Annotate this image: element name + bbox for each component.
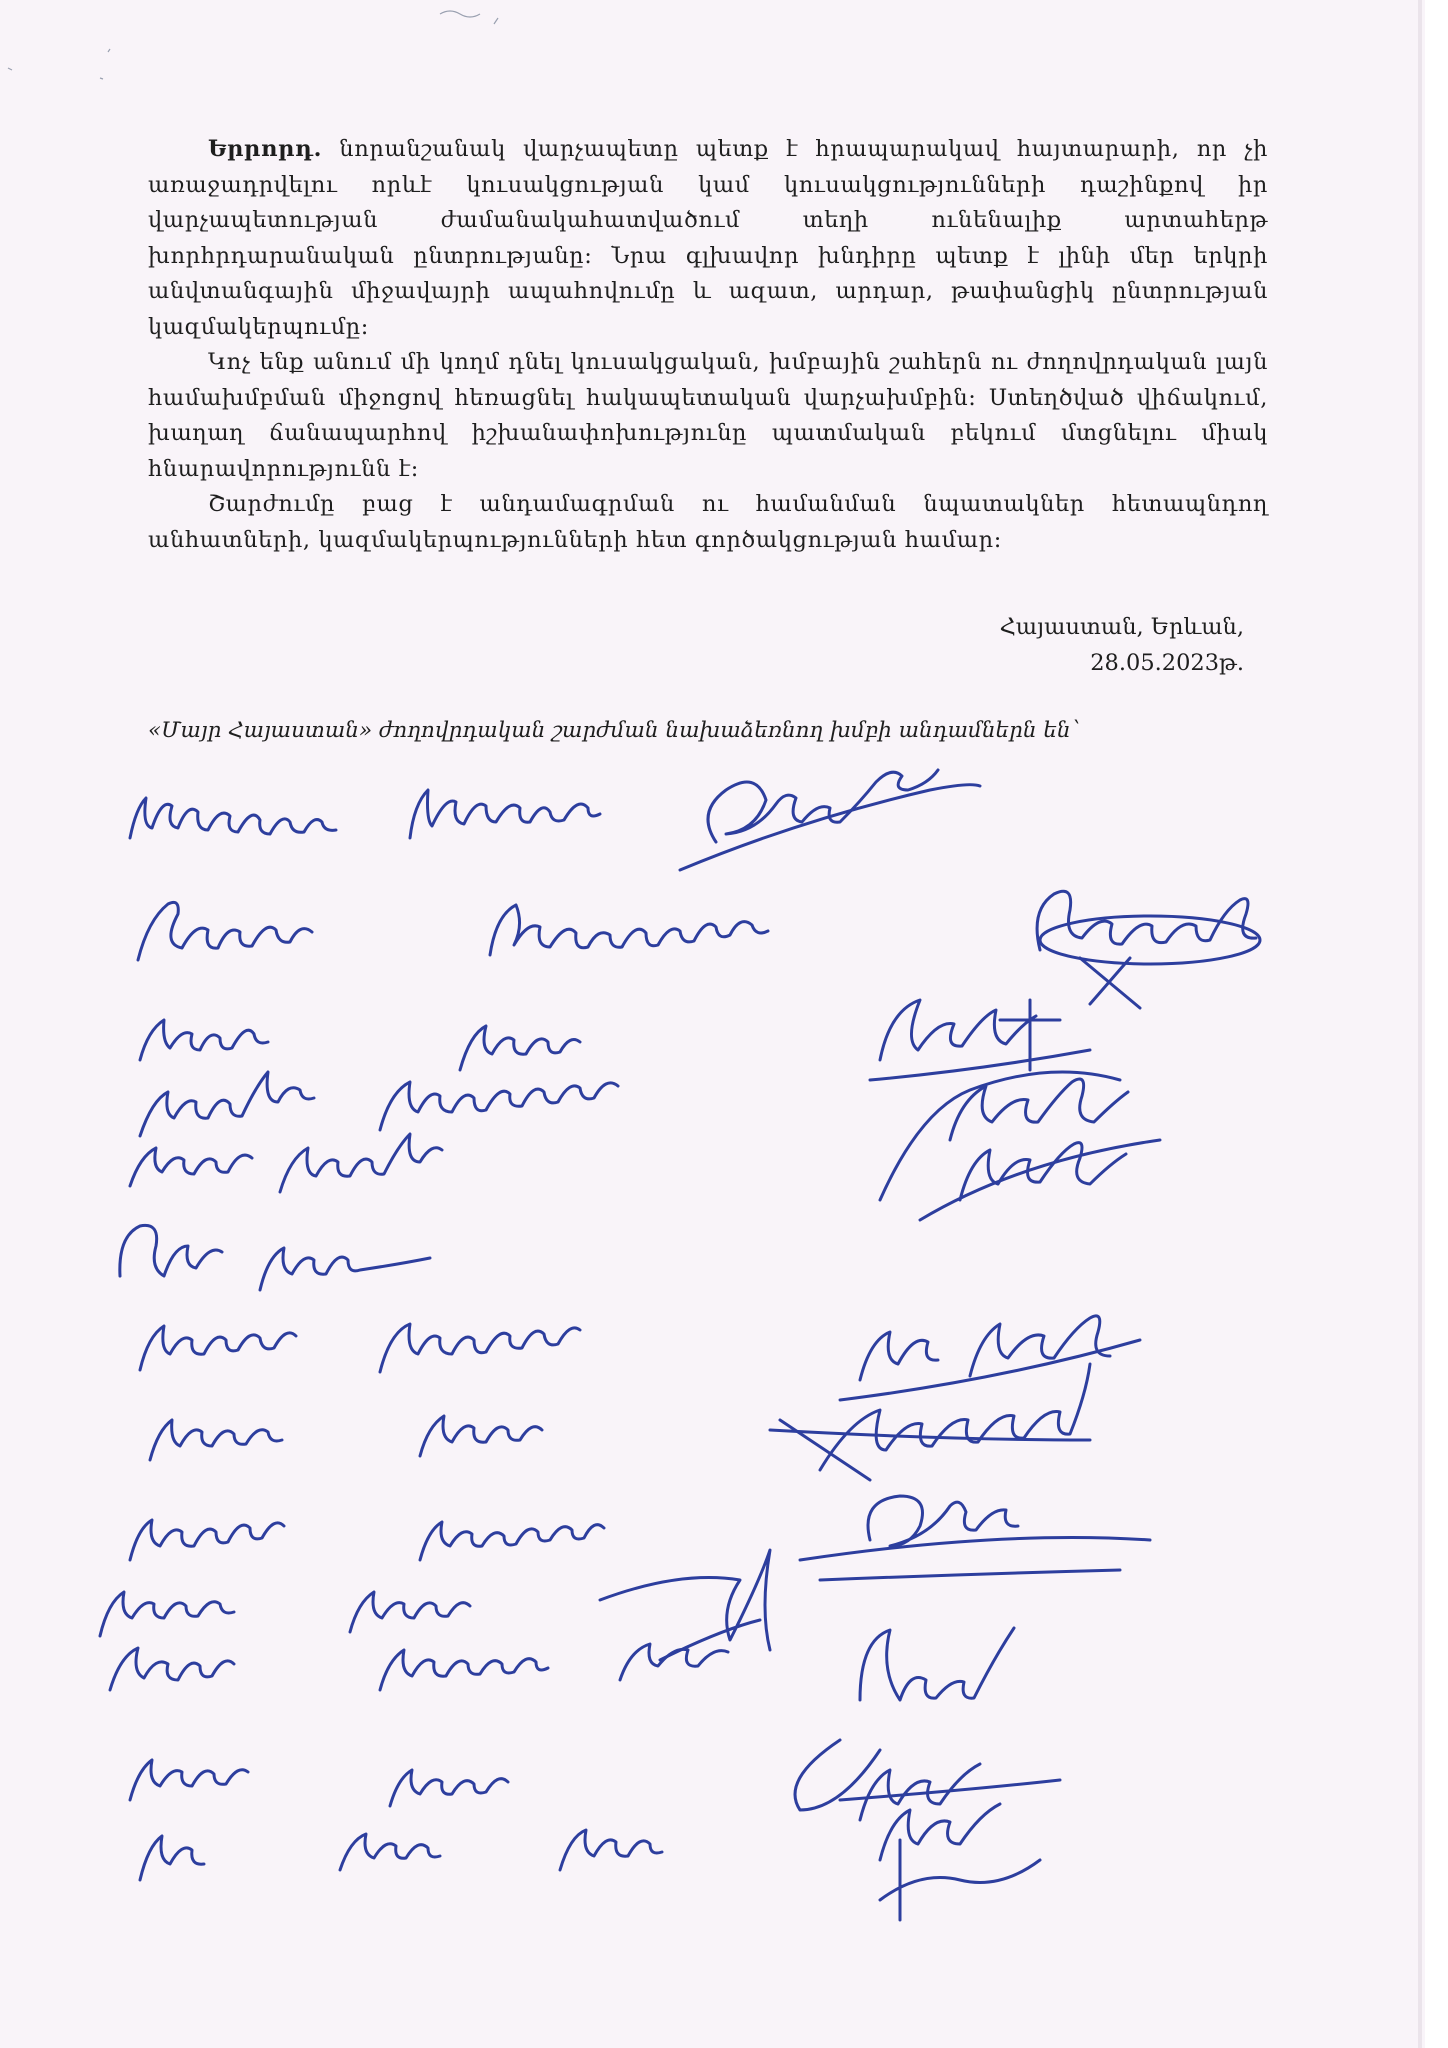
paragraph-2	[148, 345, 1268, 487]
body-text	[148, 132, 1268, 558]
place-date	[1000, 610, 1244, 681]
date-line: 28.05.2023թ.	[1090, 649, 1244, 676]
paragraph-text: նորանշանակ վարչապետը պետք է հրապարակավ հայտարարի, որ չի առաջադրվելու որևէ կուսակցության կամ կուսակցությունների դաշինքով իր վարչապետության ժամանակահատվածում տեղի ունենալիք արտահերթ խորհրդարանական ընտրությանը: Նրա գլխավոր խնդիրը պետք է լինի մեր երկրի անվտանգային միջավայրի ապահովումը և ազատ, արդար, թափանցիկ ընտրության կազմակերպումը:	[148, 136, 1268, 340]
place-line: Հայաստան, Երևան,	[999, 614, 1244, 640]
paragraph-text: Շարժումը բաց է անդամագրման ու համանման նպատակներ հետապնդող անհատների, կազմակերպությունների հետ գործակցության համար:	[148, 491, 1268, 553]
scan-speck	[0, 40, 140, 100]
paragraph-lead: Երրորդ.	[208, 136, 323, 162]
scan-speck	[430, 0, 530, 30]
page-edge	[1418, 0, 1422, 2048]
paragraph-text: Կոչ ենք անում մի կողմ դնել կուսակցական, խմբային շահերն ու ժողովրդական լայն համախմբման միջոցով հեռացնել հակապետական վարչախմբին: Ստեղծված վիճակում, խաղաղ ճանապարհով իշխանափոխությունը պատմական բեկում մտցնելու միակ հնարավորությունն է:	[148, 349, 1268, 482]
paragraph-1	[148, 132, 1268, 345]
paragraph-3	[148, 487, 1268, 558]
members-heading: «Մայր Հայաստան» ժողովրդական շարժման նախաձեռնող խմբի անդամներն են`	[148, 718, 1082, 743]
